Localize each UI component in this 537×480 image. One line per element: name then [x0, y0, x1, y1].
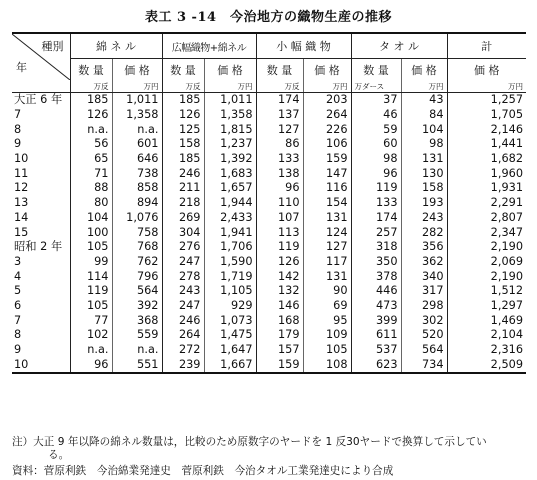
unit-man-tan: 万反	[70, 81, 112, 93]
cell-mp: 392	[112, 299, 162, 314]
cell-tq: 257	[351, 225, 401, 240]
header-corner	[12, 33, 70, 81]
cell-mp: 551	[112, 357, 162, 373]
cell-total: 1,960	[447, 166, 526, 181]
table-row	[12, 328, 526, 343]
cell-nq: 159	[256, 357, 303, 373]
unit-man-dozen: 万ダース	[351, 81, 401, 93]
cell-tp: 131	[401, 152, 447, 167]
cell-mp: 368	[112, 313, 162, 328]
sub-qty: 数 量	[256, 59, 303, 82]
cell-tq: 60	[351, 137, 401, 152]
cell-tq: 37	[351, 93, 401, 108]
table-row	[12, 357, 526, 373]
cell-wp: 1,358	[204, 108, 256, 123]
cell-nq: 133	[256, 152, 303, 167]
cell-wp: 1,647	[204, 343, 256, 358]
corner-year-label: 年	[16, 61, 27, 74]
unit-man-yen: 万円	[401, 81, 447, 93]
cell-nq: 174	[256, 93, 303, 108]
cell-tp: 130	[401, 166, 447, 181]
cell-total: 1,257	[447, 93, 526, 108]
cell-nq: 119	[256, 240, 303, 255]
cell-total: 2,347	[447, 225, 526, 240]
cell-year: 12	[12, 181, 70, 196]
cell-tq: 59	[351, 122, 401, 137]
cell-mp: 858	[112, 181, 162, 196]
cell-wp: 1,815	[204, 122, 256, 137]
cell-mp: 758	[112, 225, 162, 240]
cell-mp: 768	[112, 240, 162, 255]
table-row	[12, 211, 526, 226]
cell-mp: 564	[112, 284, 162, 299]
unit-man-yen: 万円	[303, 81, 351, 93]
cell-nq: 168	[256, 313, 303, 328]
cell-tp: 734	[401, 357, 447, 373]
cell-wp: 1,105	[204, 284, 256, 299]
cell-total: 1,931	[447, 181, 526, 196]
footnote-line-1: 注）大正 9 年以降の綿ネル数量は，比較のため原数字のヤードを 1 反30ヤードで換算して示してい	[12, 436, 487, 448]
cell-mq: 105	[86, 240, 109, 254]
cell-wq: 243	[162, 284, 204, 299]
cell-wp: 1,657	[204, 181, 256, 196]
cell-mq: 100	[86, 225, 109, 239]
cell-np: 154	[303, 196, 351, 211]
cell-total: 1,682	[447, 152, 526, 167]
sub-price: 価 格	[401, 59, 447, 82]
sub-price: 価 格	[303, 59, 351, 82]
cell-np: 124	[303, 225, 351, 240]
cell-np: 106	[303, 137, 351, 152]
cell-wp: 1,011	[204, 93, 256, 108]
cell-year: 7	[12, 313, 70, 328]
cell-wq: 125	[162, 122, 204, 137]
cell-total: 1,705	[447, 108, 526, 123]
cell-wq: 185	[162, 93, 204, 108]
cell-tp: 362	[401, 255, 447, 270]
cell-total: 2,190	[447, 240, 526, 255]
cell-tp: 84	[401, 108, 447, 123]
footnote-line-2: る。	[48, 449, 70, 461]
cell-tp: 520	[401, 328, 447, 343]
footnote	[12, 436, 526, 462]
cell-year: 8	[12, 122, 70, 137]
cell-wq: 264	[162, 328, 204, 343]
cell-tq: 98	[351, 152, 401, 167]
cell-tp: 317	[401, 284, 447, 299]
cell-tp: 302	[401, 313, 447, 328]
cell-wp: 1,073	[204, 313, 256, 328]
cell-wq: 126	[162, 108, 204, 123]
sub-qty: 数 量	[162, 59, 204, 82]
cell-year: 9	[12, 137, 70, 152]
cell-mp: n.a.	[112, 343, 162, 358]
cell-nq: 132	[256, 284, 303, 299]
cell-year: 10	[12, 152, 70, 167]
cell-wp: 929	[204, 299, 256, 314]
cell-wq: 185	[162, 152, 204, 167]
cell-tq: 174	[351, 211, 401, 226]
cell-total: 2,190	[447, 269, 526, 284]
cell-mq: 96	[70, 357, 112, 373]
cell-year: 3	[12, 255, 70, 270]
cell-mq: 185	[86, 93, 109, 107]
cell-np: 108	[303, 357, 351, 373]
sub-qty: 数 量	[351, 59, 401, 82]
cell-tp: 98	[401, 137, 447, 152]
cell-tq: 623	[351, 357, 401, 373]
cell-nq: 96	[256, 181, 303, 196]
cell-year: 9	[12, 343, 70, 358]
table-row	[12, 93, 526, 108]
sub-price: 価 格	[447, 59, 526, 82]
cell-nq: 137	[256, 108, 303, 123]
cell-tp: 564	[401, 343, 447, 358]
table-row	[12, 225, 526, 240]
cell-tp: 356	[401, 240, 447, 255]
cell-np: 159	[303, 152, 351, 167]
cell-total: 2,509	[447, 357, 526, 373]
cell-np: 116	[303, 181, 351, 196]
cell-mq: 119	[86, 284, 109, 298]
cell-wp: 2,433	[204, 211, 256, 226]
cell-mp: 1,076	[112, 211, 162, 226]
cell-wp: 1,719	[204, 269, 256, 284]
cell-np: 95	[303, 313, 351, 328]
cell-nq: 157	[256, 343, 303, 358]
cell-mq: 56	[94, 137, 109, 151]
cell-mq: 126	[86, 108, 109, 122]
cell-year: 13	[12, 196, 70, 211]
cell-tq: 611	[351, 328, 401, 343]
cell-year: 5	[12, 284, 70, 299]
unit-man-yen: 万円	[112, 81, 162, 93]
cell-wq: 158	[162, 137, 204, 152]
cell-wp: 1,683	[204, 166, 256, 181]
cell-tq: 318	[351, 240, 401, 255]
cell-total: 1,441	[447, 137, 526, 152]
cell-mq: 114	[86, 269, 109, 283]
table-body	[12, 93, 526, 374]
cell-mp: 1,358	[112, 108, 162, 123]
cell-nq: 179	[256, 328, 303, 343]
cell-mp: 894	[112, 196, 162, 211]
cell-tp: 43	[401, 93, 447, 108]
cell-wp: 1,590	[204, 255, 256, 270]
cell-mq: 104	[86, 210, 109, 224]
cell-tq: 96	[351, 166, 401, 181]
unit-man-tan: 万反	[256, 81, 303, 93]
cell-total: 1,297	[447, 299, 526, 314]
cell-total: 1,469	[447, 313, 526, 328]
table-row	[12, 284, 526, 299]
cell-wp: 1,667	[204, 357, 256, 373]
cell-tp: 243	[401, 211, 447, 226]
cell-mp: n.a.	[112, 122, 162, 137]
cell-np: 226	[303, 122, 351, 137]
cell-tp: 193	[401, 196, 447, 211]
cell-nq: 107	[256, 211, 303, 226]
cell-nq: 146	[256, 299, 303, 314]
cell-wq: 246	[162, 313, 204, 328]
group-total: 計	[447, 33, 526, 59]
cell-np: 69	[303, 299, 351, 314]
cell-total: 2,069	[447, 255, 526, 270]
group-wide-flannel: 広幅織物+綿ネル	[162, 33, 256, 59]
cell-wq: 247	[162, 299, 204, 314]
cell-wq: 211	[162, 181, 204, 196]
cell-tp: 282	[401, 225, 447, 240]
cell-np: 117	[303, 255, 351, 270]
cell-nq: 113	[256, 225, 303, 240]
cell-wq: 278	[162, 269, 204, 284]
cell-tq: 350	[351, 255, 401, 270]
cell-wp: 1,237	[204, 137, 256, 152]
corner-kind-label: 種別	[41, 40, 64, 53]
cell-np: 127	[303, 240, 351, 255]
table-title: 表工 3 -14 今治地方の織物生産の推移	[144, 10, 393, 25]
table-row	[12, 196, 526, 211]
cell-np: 105	[303, 343, 351, 358]
group-narrow: 小 幅 織 物	[256, 33, 351, 59]
table-row	[12, 181, 526, 196]
unit-man-tan: 万反	[162, 81, 204, 93]
table-row	[12, 343, 526, 358]
cell-wq: 269	[162, 211, 204, 226]
cell-wp: 1,941	[204, 225, 256, 240]
cell-mq: n.a.	[87, 343, 109, 357]
cell-mq: 80	[94, 196, 109, 210]
cell-wq: 246	[162, 166, 204, 181]
cell-mq: 102	[86, 328, 109, 342]
cell-year: 昭和 2 年	[12, 240, 70, 255]
cell-nq: 126	[256, 255, 303, 270]
cell-wp: 1,475	[204, 328, 256, 343]
sub-price: 価 格	[204, 59, 256, 82]
table-row	[12, 122, 526, 137]
cell-np: 131	[303, 269, 351, 284]
table-row	[12, 108, 526, 123]
cell-np: 90	[303, 284, 351, 299]
unit-man-yen: 万円	[447, 81, 526, 93]
table-row	[12, 166, 526, 181]
production-table	[12, 32, 526, 374]
source-note: 資料：菅原利鉄 今治綿業発達史 菅原利鉄 今治タオル工業発達史により合成	[12, 465, 394, 477]
cell-mp: 601	[112, 137, 162, 152]
cell-mp: 1,011	[112, 93, 162, 108]
cell-np: 109	[303, 328, 351, 343]
cell-wp: 1,392	[204, 152, 256, 167]
cell-mp: 796	[112, 269, 162, 284]
unit-blank	[12, 81, 70, 93]
cell-year: 6	[12, 299, 70, 314]
cell-nq: 142	[256, 269, 303, 284]
cell-tq: 378	[351, 269, 401, 284]
cell-year: 14	[12, 211, 70, 226]
table-row	[12, 152, 526, 167]
cell-year: 15	[12, 225, 70, 240]
cell-wp: 1,944	[204, 196, 256, 211]
cell-nq: 110	[256, 196, 303, 211]
cell-tp: 298	[401, 299, 447, 314]
cell-mq: n.a.	[87, 122, 109, 136]
cell-total: 2,316	[447, 343, 526, 358]
cell-tq: 446	[351, 284, 401, 299]
sub-qty: 数 量	[78, 64, 104, 77]
cell-np: 147	[303, 166, 351, 181]
cell-mq: 77	[94, 313, 109, 327]
cell-tq: 537	[351, 343, 401, 358]
cell-tp: 340	[401, 269, 447, 284]
cell-total: 2,291	[447, 196, 526, 211]
cell-mq: 88	[94, 181, 109, 195]
cell-year: 11	[12, 166, 70, 181]
cell-year: 大正 6 年	[12, 93, 70, 108]
cell-year: 4	[12, 269, 70, 284]
sub-price: 価 格	[112, 59, 162, 82]
cell-mp: 559	[112, 328, 162, 343]
cell-year: 10	[12, 357, 70, 373]
cell-total: 2,807	[447, 211, 526, 226]
cell-mq: 99	[94, 254, 109, 268]
cell-nq: 138	[256, 166, 303, 181]
table-row	[12, 269, 526, 284]
cell-total: 2,104	[447, 328, 526, 343]
cell-mp: 762	[112, 255, 162, 270]
cell-mq: 71	[94, 166, 109, 180]
cell-mp: 738	[112, 166, 162, 181]
cell-wq: 247	[162, 255, 204, 270]
cell-nq: 86	[256, 137, 303, 152]
unit-man-yen: 万円	[204, 81, 256, 93]
cell-tq: 46	[351, 108, 401, 123]
cell-tq: 133	[351, 196, 401, 211]
cell-np: 264	[303, 108, 351, 123]
cell-mq: 105	[86, 298, 109, 312]
cell-wq: 304	[162, 225, 204, 240]
cell-tp: 158	[401, 181, 447, 196]
cell-tp: 104	[401, 122, 447, 137]
cell-np: 203	[303, 93, 351, 108]
cell-wp: 1,706	[204, 240, 256, 255]
cell-np: 131	[303, 211, 351, 226]
table-row	[12, 255, 526, 270]
cell-year: 7	[12, 108, 70, 123]
cell-nq: 127	[256, 122, 303, 137]
cell-tq: 119	[351, 181, 401, 196]
table-row	[12, 313, 526, 328]
cell-total: 1,512	[447, 284, 526, 299]
group-men-flannel: 綿 ネ ル	[70, 33, 162, 59]
cell-mp: 646	[112, 152, 162, 167]
cell-wq: 218	[162, 196, 204, 211]
cell-total: 2,146	[447, 122, 526, 137]
table-row	[12, 137, 526, 152]
group-towel: タ オ ル	[351, 33, 447, 59]
table-row	[12, 299, 526, 314]
cell-wq: 272	[162, 343, 204, 358]
cell-tq: 399	[351, 313, 401, 328]
cell-tq: 473	[351, 299, 401, 314]
cell-year: 8	[12, 328, 70, 343]
cell-mq: 65	[94, 152, 109, 166]
table-row	[12, 240, 526, 255]
cell-wq: 276	[162, 240, 204, 255]
cell-wq: 239	[162, 357, 204, 373]
